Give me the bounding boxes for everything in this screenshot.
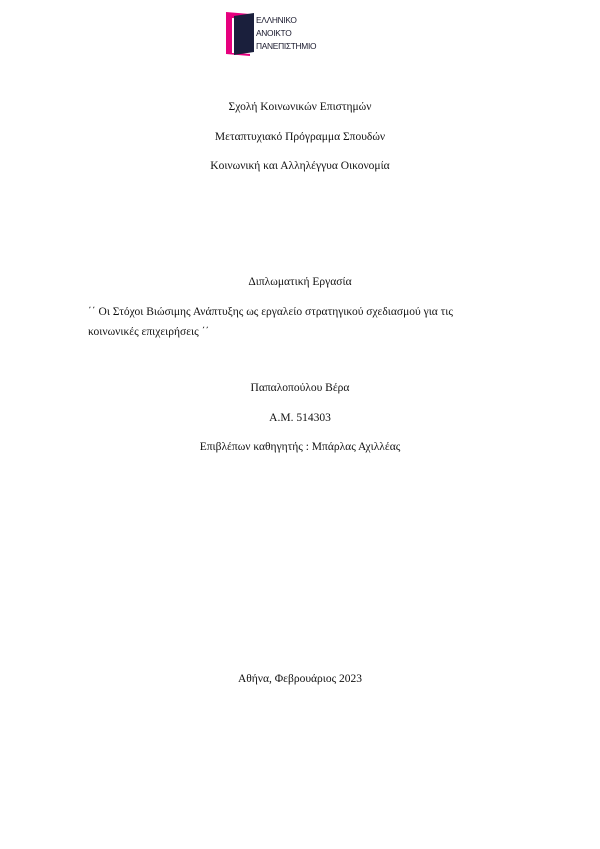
program-name: Μεταπτυχιακό Πρόγραμμα Σπουδών [214,131,386,143]
supervisor: Επιβλέπων καθηγητής : Μπάρλας Αχιλλέας [199,441,401,453]
logo-line-2: ΑΝΟΙΚΤΟ [256,28,292,38]
thesis-title-line-2: κοινωνικές επιχειρήσεις ΄΄ [88,326,210,338]
logo-line-1: ΕΛΛΗΝΙΚΟ [256,15,297,25]
logo-wordmark [256,14,316,53]
author-name: Παπαλοπούλου Βέρα [250,382,350,394]
specialization-name: Κοινωνική και Αλληλέγγυα Οικονομία [210,160,390,172]
school-name: Σχολή Κοινωνικών Επιστημών [228,101,372,113]
student-id: Α.Μ. 514303 [269,412,331,424]
place-date: Αθήνα, Φεβρουάριος 2023 [237,673,363,685]
thesis-type: Διπλωματική Εργασία [248,276,352,288]
thesis-title [88,302,508,342]
thesis-title-line-1: ΄΄ Οι Στόχοι Βιώσιμης Ανάπτυξης ως εργαλείο στρατηγικού σχεδιασμού για τις [88,306,453,318]
university-logo [224,10,324,58]
book-logo-icon [224,10,256,58]
logo-line-3: ΠΑΝΕΠΙΣΤΗΜΙΟ [256,41,317,51]
